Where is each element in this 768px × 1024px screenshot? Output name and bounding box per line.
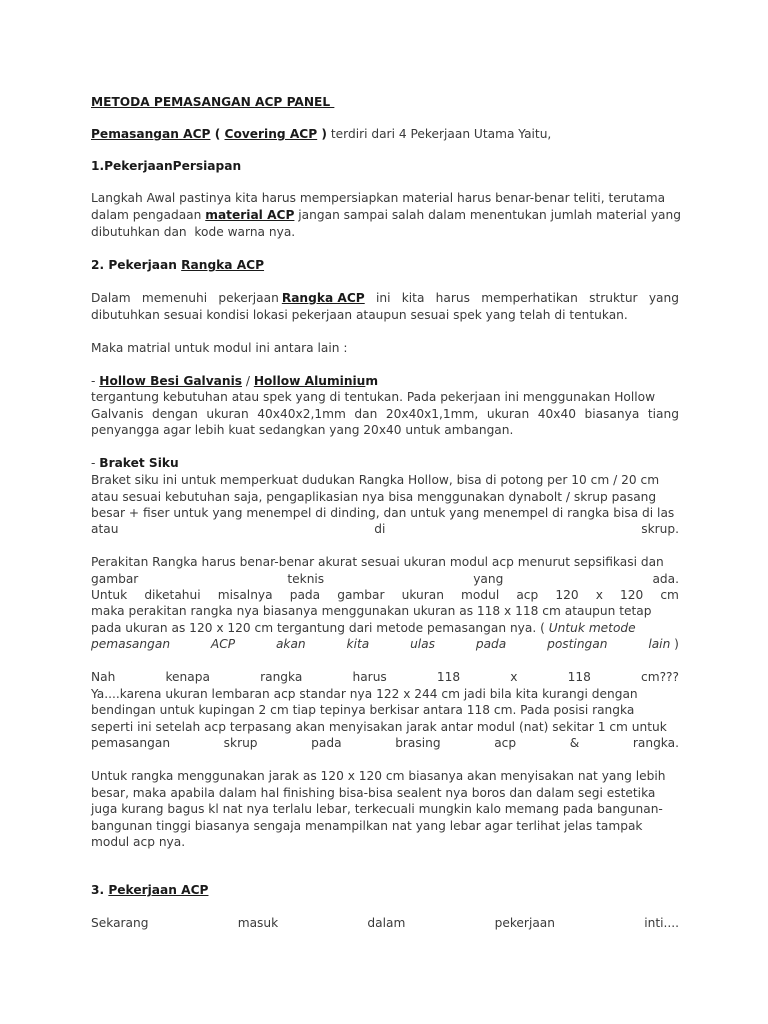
word: modul bbox=[461, 588, 500, 602]
word: ada. bbox=[652, 572, 679, 586]
paragraph-line-justified bbox=[91, 290, 679, 306]
text: pada ukuran as 120 x 120 cm tergantung dari metode pemasangan nya. ( bbox=[91, 621, 549, 635]
word-group bbox=[218, 290, 364, 306]
word: acp bbox=[494, 736, 517, 750]
list-item-hollow bbox=[91, 373, 679, 389]
paragraph-line-justified bbox=[91, 406, 679, 422]
section3-heading-prefix: 3. bbox=[91, 883, 109, 897]
text: dibutuhkan sesuai kondisi lokasi pekerjaan ataupun sesuai spek yang telah di tentukan. bbox=[91, 308, 628, 322]
dash: - bbox=[91, 374, 100, 388]
paragraph-line bbox=[91, 702, 679, 718]
link-rangka-acp[interactable]: Rangka ACP bbox=[281, 291, 365, 305]
word: 120 bbox=[555, 588, 579, 602]
word: pemasangan bbox=[91, 736, 171, 750]
paragraph-line bbox=[91, 389, 679, 405]
word: ulas bbox=[410, 637, 435, 651]
word: pemasangan bbox=[91, 637, 171, 651]
link-material-acp[interactable]: material ACP bbox=[205, 208, 295, 222]
text: dibutuhkan dan kode warna nya. bbox=[91, 225, 296, 239]
word: memenuhi bbox=[141, 291, 208, 305]
text: besar, maka apabila dalam hal finishing bisa-bisa sealent nya boros dan dalam segi estetika bbox=[91, 786, 656, 800]
word: acp bbox=[516, 588, 539, 602]
title-text: METODA PEMASANGAN ACP PANEL bbox=[91, 95, 335, 109]
word: kenapa bbox=[165, 670, 210, 684]
section2-heading-prefix: 2. Pekerjaan bbox=[91, 258, 182, 272]
paragraph-line bbox=[91, 834, 679, 850]
paragraph-line-justified bbox=[91, 571, 679, 587]
link-rangka-acp-heading[interactable]: Rangka ACP bbox=[181, 258, 265, 272]
paragraph-line bbox=[91, 785, 679, 801]
link-covering-acp[interactable]: Covering ACP bbox=[224, 127, 318, 141]
paragraph-line bbox=[91, 686, 679, 702]
link-hollow-besi-galvanis[interactable]: Hollow Besi Galvanis bbox=[99, 374, 242, 388]
word: pekerjaan bbox=[218, 291, 279, 305]
paragraph-line bbox=[91, 818, 679, 834]
paragraph-line-justified bbox=[91, 669, 679, 685]
word-group bbox=[648, 636, 679, 652]
paragraph-line bbox=[91, 307, 679, 323]
word: ukuran bbox=[206, 407, 249, 421]
word: 118 bbox=[567, 670, 591, 684]
word: masuk bbox=[237, 916, 279, 930]
word: Untuk bbox=[91, 588, 128, 602]
section1-heading bbox=[91, 158, 679, 174]
word: yang bbox=[473, 572, 504, 586]
word: Dalam bbox=[91, 291, 131, 305]
word: brasing bbox=[395, 736, 441, 750]
word: x bbox=[510, 670, 518, 684]
word: ACP bbox=[210, 637, 236, 651]
dash: - bbox=[91, 456, 100, 470]
word: pekerjaan bbox=[494, 916, 555, 930]
word: gambar bbox=[91, 572, 139, 586]
word: diketahui bbox=[144, 588, 201, 602]
text: Braket siku ini untuk memperkuat dudukan Rangka Hollow, bisa di potong per 10 cm / 20 cm bbox=[91, 473, 660, 487]
paragraph-line bbox=[91, 554, 679, 570]
word: 20x40x1,1mm, bbox=[385, 407, 479, 421]
word: rangka bbox=[260, 670, 303, 684]
word: postingan bbox=[547, 637, 608, 651]
word: pada bbox=[289, 588, 321, 602]
paragraph-line bbox=[91, 489, 679, 505]
word: ukuran bbox=[486, 407, 530, 421]
paragraph-line bbox=[91, 190, 679, 206]
word: memperhatikan bbox=[481, 291, 578, 305]
document-title bbox=[91, 94, 679, 110]
word: inti.... bbox=[644, 916, 679, 930]
section1-heading-text: 1.PekerjaanPersiapan bbox=[91, 159, 242, 173]
paragraph-line-justified bbox=[91, 735, 679, 751]
word: pada bbox=[475, 637, 507, 651]
word: ukuran bbox=[401, 588, 444, 602]
word: 120 bbox=[620, 588, 644, 602]
text: juga kurang bagus kl nat nya terlalu lebar, terkecuali mungkin kalo memang pada bangunan- bbox=[91, 802, 663, 816]
word: kita bbox=[401, 291, 425, 305]
word: 118 bbox=[436, 670, 461, 684]
section3-heading bbox=[91, 882, 679, 898]
text: Maka matrial untuk modul ini antara lain : bbox=[91, 341, 348, 355]
text: dalam pengadaan bbox=[91, 208, 206, 222]
paragraph-line bbox=[91, 620, 679, 636]
word: Nah bbox=[91, 670, 116, 684]
list-item-braket bbox=[91, 455, 679, 471]
text: seperti ini setelah acp terpasang akan menyisakan jarak antar modul (nat) sekitar 1 cm untuk bbox=[91, 720, 667, 734]
word: Sekarang bbox=[91, 916, 149, 930]
paren-open: ( bbox=[210, 127, 225, 141]
paragraph-line-justified bbox=[91, 915, 679, 931]
italic-text: Untuk metode bbox=[548, 621, 636, 635]
word: atau bbox=[91, 522, 119, 536]
link-pemasangan-acp[interactable]: Pemasangan ACP bbox=[91, 127, 211, 141]
word: pada bbox=[311, 736, 342, 750]
text: Ya....karena ukuran lembaran acp standar nya 122 x 244 cm jadi bila kita kurangi dengan bbox=[91, 687, 638, 701]
separator: / bbox=[242, 374, 254, 388]
text: jangan sampai salah dalam menentukan jumlah material yang bbox=[294, 208, 681, 222]
word: x bbox=[595, 588, 603, 602]
paragraph-line-justified bbox=[91, 521, 679, 537]
paragraph-line bbox=[91, 472, 679, 488]
word: biasanya bbox=[584, 407, 640, 421]
text: Perakitan Rangka harus benar-benar akurat sesuai ukuran modul acp menurut sepsifikasi dan bbox=[91, 555, 664, 569]
word: rangka. bbox=[632, 736, 679, 750]
link-hollow-aluminium[interactable]: Hollow Aluminiu bbox=[253, 374, 366, 388]
word: skrup bbox=[223, 736, 258, 750]
word: akan bbox=[275, 637, 306, 651]
text: bendingan untuk kupingan 2 cm tiap tepinya berkisar antara 118 cm. Pada posisi rangka bbox=[91, 703, 635, 717]
word: cm??? bbox=[641, 670, 679, 684]
text: Untuk rangka menggunakan jarak as 120 x 120 cm biasanya akan menyisakan nat yang lebih bbox=[91, 769, 666, 783]
word: teknis bbox=[287, 572, 325, 586]
word: gambar bbox=[337, 588, 385, 602]
text: maka perakitan rangka nya biasanya menggunakan ukuran as 118 x 118 cm ataupun tetap bbox=[91, 604, 652, 618]
paragraph-line bbox=[91, 505, 679, 521]
word: 40x40 bbox=[537, 407, 576, 421]
text: Langkah Awal pastinya kita harus mempersiapkan material harus benar-benar teliti, terutama bbox=[91, 191, 666, 205]
word: ini bbox=[375, 291, 391, 305]
word: di bbox=[374, 522, 386, 536]
text: bangunan tinggi biasanya sengaja menampilkan nat yang lebar agar terlihat jelas tampak bbox=[91, 819, 643, 833]
link-pekerjaan-acp[interactable]: Pekerjaan ACP bbox=[108, 883, 209, 897]
word: Galvanis bbox=[91, 407, 144, 421]
text: tergantung kebutuhan atau spek yang di tentukan. Pada pekerjaan ini menggunakan Hollow bbox=[91, 390, 656, 404]
paragraph-line bbox=[91, 801, 679, 817]
paragraph-line bbox=[91, 207, 679, 223]
word: struktur bbox=[589, 291, 638, 305]
word: dalam bbox=[367, 916, 406, 930]
intro-line bbox=[91, 126, 679, 142]
word: dengan bbox=[151, 407, 198, 421]
section2-heading bbox=[91, 257, 679, 273]
paragraph-line-justified bbox=[91, 636, 679, 652]
paragraph-line bbox=[91, 719, 679, 735]
paragraph-line bbox=[91, 603, 679, 619]
paragraph-line bbox=[91, 768, 679, 784]
word: skrup. bbox=[641, 522, 679, 536]
paragraph-line bbox=[91, 224, 679, 240]
text: besar + fiser untuk yang menempel di dinding, dan untuk yang menempel di rangka bisa di las bbox=[91, 506, 675, 520]
word: misalnya bbox=[217, 588, 273, 602]
word: cm bbox=[660, 588, 679, 602]
intro-rest: terdiri dari 4 Pekerjaan Utama Yaitu, bbox=[327, 127, 552, 141]
text: m bbox=[365, 374, 379, 388]
word: lain bbox=[648, 637, 671, 651]
paragraph-line-justified bbox=[91, 587, 679, 603]
word: yang bbox=[648, 291, 679, 305]
word: tiang bbox=[647, 407, 679, 421]
braket-siku-label: Braket Siku bbox=[99, 456, 179, 470]
word: harus bbox=[352, 670, 387, 684]
text: penyangga agar lebih kuat sedangkan yang 20x40 untuk ambangan. bbox=[91, 423, 514, 437]
paragraph-line bbox=[91, 422, 679, 438]
paragraph-line bbox=[91, 340, 679, 356]
word: & bbox=[569, 736, 580, 750]
paren-close: ) bbox=[674, 637, 679, 651]
word: kita bbox=[346, 637, 370, 651]
paren-close: ) bbox=[317, 127, 328, 141]
word: harus bbox=[435, 291, 470, 305]
text: modul acp nya. bbox=[91, 835, 186, 849]
text: atau sesuai kebutuhan saja, pengaplikasian nya bisa menggunakan dynabolt / skrup pasang bbox=[91, 490, 657, 504]
word: dan bbox=[354, 407, 378, 421]
word: 40x40x2,1mm bbox=[257, 407, 346, 421]
